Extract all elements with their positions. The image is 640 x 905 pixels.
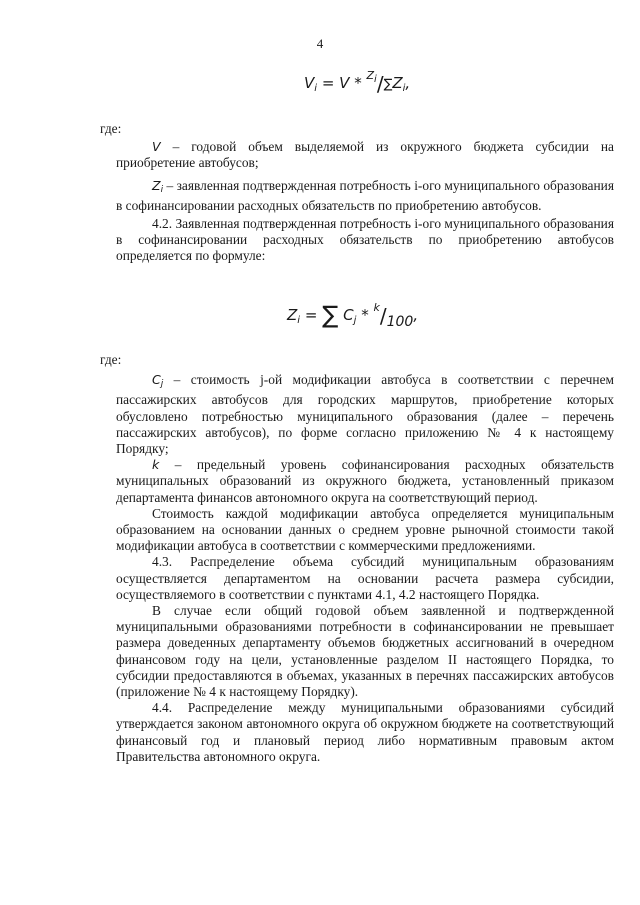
- definition-z: [116, 178, 614, 214]
- formula-v-lhs-sub: i: [314, 83, 318, 94]
- paragraph-cost: Стоимость каждой модификации автобуса определяется муниципальным образованием на основании данных о среднем уровне рыночной стоимости такой модификации автобуса в соответствии с коммерческими предложениями.: [116, 505, 614, 554]
- paragraph-4-3: 4.3. Распределение объема субсидий муниципальным образованиям осуществляется департаментом на основании расчета размера субсидии, осуществляемого в соответствии с пунктами 4.1, 4.2 настоящего Порядка.: [116, 554, 614, 602]
- formula-need: [287, 300, 418, 330]
- formula-z-lhs: Z: [287, 306, 298, 324]
- formula-v-slash: /: [376, 72, 384, 96]
- definition-k: [116, 457, 614, 506]
- term-z-sub: i: [160, 184, 164, 195]
- formula-v-num-sub: i: [374, 74, 377, 85]
- formula-v-den-sub: i: [402, 83, 406, 94]
- formula-z-slash: /: [379, 304, 387, 328]
- formula-z-eq: =: [304, 306, 318, 324]
- formula-v-tail: ,: [405, 74, 411, 92]
- formula-z-tail: ,: [413, 306, 419, 324]
- term-c-sub: j: [160, 379, 164, 390]
- formula-z-c-sub: j: [353, 315, 357, 326]
- term-v: V: [152, 139, 161, 155]
- term-k: k: [152, 457, 160, 473]
- formula-subsidy-volume: [304, 68, 410, 97]
- where-label-1: где:: [100, 121, 122, 136]
- definition-c-text: – стоимость j-ой модификации автобуса в соответствии с перечнем пассажирских автобусов для городских маршрутов, приобретение которых обусловлено потребностью муниципального образования (далее – перечень пассажирских автобусов), по форме согласно приложению № 4 к настоящему Порядку;: [116, 372, 614, 457]
- definitions-block-1: [100, 121, 614, 265]
- formula-v-eq: = V *: [321, 74, 362, 92]
- page-number: 4: [316, 36, 324, 51]
- definition-v-text: – годовой объем выделяемой из окружного бюджета субсидии на приобретение автобусов;: [116, 139, 614, 171]
- formula-v-lhs: V: [304, 74, 315, 92]
- definitions-block-2: [100, 352, 614, 765]
- formula-z-sigma: ∑: [322, 301, 339, 329]
- where-label-2: где:: [100, 352, 122, 367]
- paragraph-case: В случае если общий годовой объем заявленной и подтвержденной муниципальными образованиями потребности в софинансировании не превышает размера доведенных департаменту объемов бюджетных ассигнований в очередном финансовом году на цели, установленные разделом II настоящего Порядка, то субсидии предоставляются в объемах, указанных в перечнях пассажирских автобусов (приложение № 4 к настоящему Порядку).: [116, 603, 614, 700]
- definition-z-text: – заявленная подтвержденная потребность i-ого муниципального образования в софинансировании расходных обязательств по приобретению автобусов.: [116, 177, 614, 213]
- formula-z-mult: *: [361, 306, 369, 324]
- formula-z-c: C: [343, 306, 354, 324]
- formula-v-num: Z: [366, 69, 375, 82]
- paragraph-4-2: 4.2. Заявленная подтвержденная потребность i-ого муниципального образования в софинансировании расходных обязательств по приобретению автобусов определяется по формуле:: [116, 216, 614, 264]
- formula-v-sigma: ∑: [383, 77, 393, 92]
- definition-c: [116, 372, 614, 457]
- term-z-letter: Z: [152, 177, 161, 193]
- formula-z-num: k: [373, 301, 380, 314]
- term-c: [152, 372, 164, 390]
- definition-k-text: – предельный уровень софинансирования расходных обязательств муниципальных образований из окружного бюджета, установленный приказом департамента финансов автономного округа на соответствующий период.: [116, 457, 614, 505]
- formula-z-den: 100: [386, 314, 414, 330]
- formula-v-den: Z: [392, 74, 403, 92]
- formula-z-lhs-sub: i: [297, 315, 301, 326]
- term-c-letter: C: [152, 372, 161, 388]
- paragraph-4-4: 4.4. Распределение между муниципальными образованиями субсидий утверждается законом автономного округа об окружном бюджете на соответствующий финансовый год и плановый период либо нормативным правовым актом Правительства автономного округа.: [116, 700, 614, 764]
- term-z: [152, 178, 163, 193]
- definition-v: [116, 139, 614, 171]
